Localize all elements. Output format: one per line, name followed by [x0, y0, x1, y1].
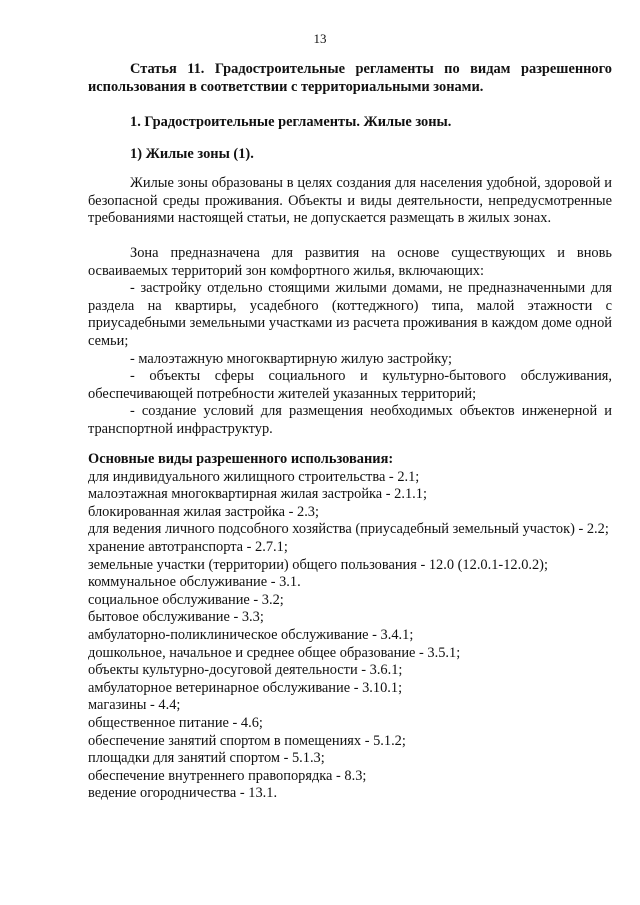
main-use-item: амбулаторное ветеринарное обслуживание - 3.10.1; [88, 679, 403, 696]
main-use-item: амбулаторно-поликлиническое обслуживание - 3.4.1; [88, 626, 414, 643]
page-number: 13 [313, 31, 327, 46]
main-use-item: бытовое обслуживание - 3.3; [88, 609, 264, 626]
main-use-item: для ведения личного подсобного хозяйства (приусадебный земельный участок) - 2.2; [88, 521, 609, 538]
main-use-item: обеспечение занятий спортом в помещениях - 5.1.2; [88, 732, 406, 749]
main-use-item: обеспечение внутреннего правопорядка - 8.3; [88, 767, 367, 784]
intro-section [88, 175, 612, 228]
main-uses-section [88, 451, 612, 803]
article-heading: Статья 11. Градостроительные регламенты по видам разрешенного использования в соответствии с территориальными зонами. [88, 61, 612, 95]
intro-paragraph: Жилые зоны образованы в целях создания для населения удобной, здоровой и безопасной среды проживания. Объекты и виды деятельности, непредусмотренные требованиями настоящей статьи, не допускается размещать в жилых зонах. [88, 175, 612, 227]
zone-description-item: - объекты сферы социального и культурно-бытового обслуживания, обеспечивающей потребности жителей указанных территорий; [88, 368, 612, 402]
main-use-item: социальное обслуживание - 3.2; [88, 591, 284, 608]
main-use-item: дошкольное, начальное и среднее общее образование - 3.5.1; [88, 644, 461, 661]
main-use-item: малоэтажная многоквартирная жилая застройка - 2.1.1; [88, 486, 427, 503]
main-use-item: общественное питание - 4.6; [88, 714, 263, 731]
zone-description-item: - малоэтажную многоквартирную жилую застройку; [130, 350, 453, 367]
main-use-item: земельные участки (территории) общего пользования - 12.0 (12.0.1-12.0.2); [88, 556, 548, 573]
main-use-item: блокированная жилая застройка - 2.3; [88, 503, 320, 520]
main-use-item: объекты культурно-досуговой деятельности - 3.6.1; [88, 662, 403, 679]
main-use-item: площадки для занятий спортом - 5.1.3; [88, 750, 325, 767]
main-use-item: хранение автотранспорта - 2.7.1; [88, 538, 288, 555]
main-use-item: для индивидуального жилищного строительства - 2.1; [88, 468, 420, 485]
main-use-item: коммунальное обслуживание - 3.1. [88, 574, 301, 591]
zone-heading: 1) Жилые зоны (1). [130, 146, 254, 162]
zone-description-lead: Зона предназначена для развития на основе существующих и вновь осваиваемых территорий зон комфортного жилья, включающих: [88, 245, 612, 279]
main-use-item: ведение огородничества - 13.1. [88, 785, 278, 802]
zone-description [88, 245, 612, 439]
zone-description-item: - застройку отдельно стоящими жилыми домами, не предназначенными для раздела на квартиры, усадебного (коттеджного) типа, малой этажности с приусадебными земельными участками из расчета проживания в каждом доме одной семьи; [88, 280, 612, 349]
main-use-item: магазины - 4.4; [88, 697, 181, 714]
zone-description-item: - создание условий для размещения необходимых объектов инженерной и транспортной инфраструктур. [88, 403, 612, 437]
section-heading: 1. Градостроительные регламенты. Жилые зоны. [130, 114, 452, 130]
main-uses-title: Основные виды разрешенного использования: [88, 451, 394, 467]
